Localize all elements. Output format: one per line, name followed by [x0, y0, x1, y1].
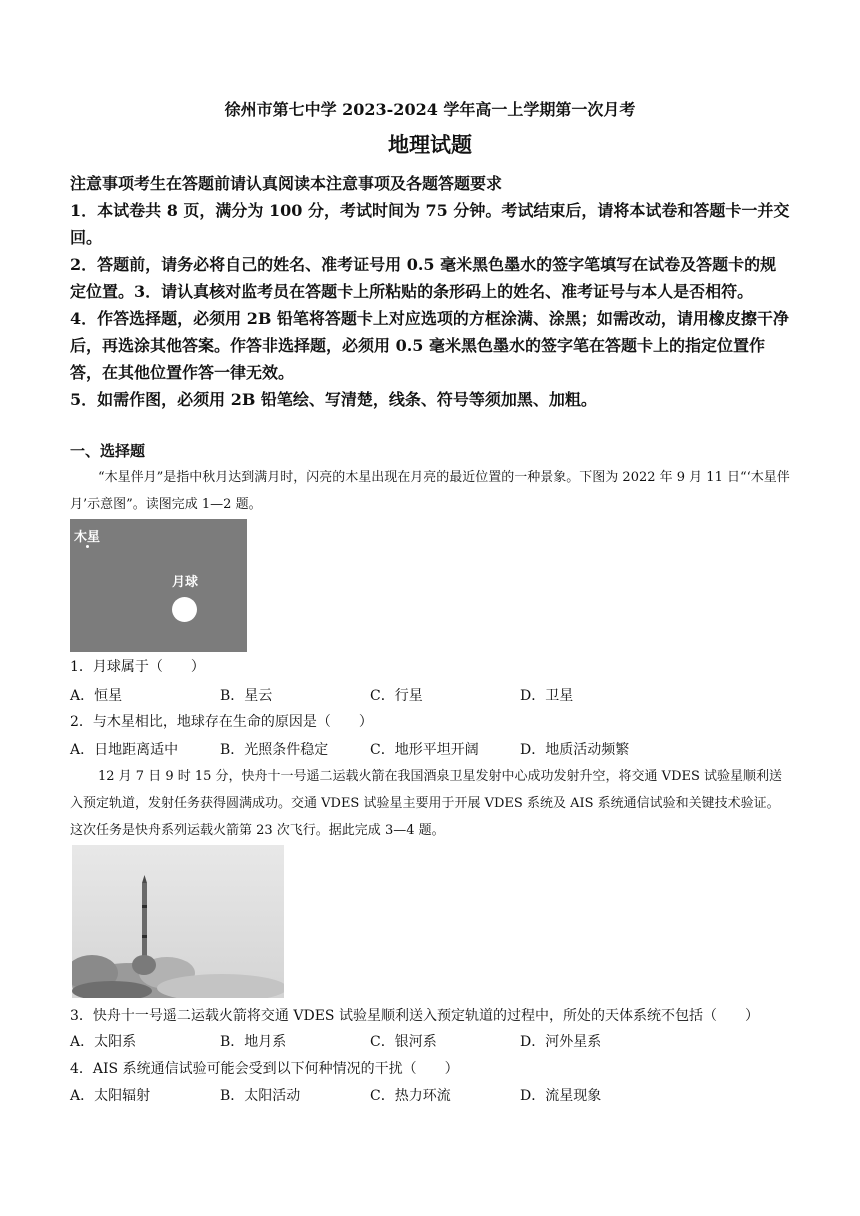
section-heading: 一、选择题	[70, 442, 146, 460]
question-2: 2．与木星相比，地球存在生命的原因是（ ）	[70, 714, 373, 730]
jupiter-dot	[86, 545, 89, 548]
notes-item: 1．本试卷共 8 页，满分为 100 分，考试时间为 75 分钟。考试结束后，请将本试卷和答题卡一并交回。	[70, 201, 790, 247]
option-a: A．日地距离适中	[70, 742, 179, 758]
question-1: 1．月球属于（ ）	[70, 659, 205, 675]
option-a: A．太阳辐射	[70, 1088, 151, 1104]
option-b: B．星云	[220, 688, 273, 704]
rocket-launch-photo	[72, 845, 284, 998]
notes-block	[70, 170, 792, 413]
option-c: C．地形平坦开阔	[370, 742, 479, 758]
passage-2-text: 12 月 7 日 9 时 15 分，快舟十一号遥二运载火箭在我国酒泉卫星发射中心成功发射升空，将交通 VDES 试验星顺利送入预定轨道，发射任务获得圆满成功。交通 VDES 试验星主要用于开展 VDES 系统及 AIS 系统通信试验和关键技术验证。这次任务是快舟系列运载火箭第 23 次飞行。据此完成 3—4 题。	[70, 769, 783, 838]
option-c: C．银河系	[370, 1034, 437, 1050]
question-2-options	[70, 739, 792, 759]
option-b: B．地月系	[220, 1034, 287, 1050]
notes-item: 5．如需作图，必须用 2B 铅笔绘、写清楚，线条、符号等须加黑、加粗。	[70, 390, 597, 409]
option-d: D．卫星	[520, 688, 574, 704]
passage-2	[70, 763, 792, 844]
option-b: B．太阳活动	[220, 1088, 301, 1104]
question-3: 3．快舟十一号遥二运载火箭将交通 VDES 试验星顺利送入预定轨道的过程中，所处的天体系统不包括（ ）	[70, 1008, 759, 1024]
rocket-icon	[142, 875, 147, 961]
jupiter-moon-figure	[70, 519, 247, 652]
option-d: D．流星现象	[520, 1088, 602, 1104]
question-4-options	[70, 1085, 792, 1105]
subject-title: 地理试题	[388, 132, 472, 157]
passage-1-text: “木星伴月”是指中秋月达到满月时，闪亮的木星出现在月亮的最近位置的一种景象。下图为 2022 年 9 月 11 日“‘木星伴月’示意图”。读图完成 1—2 题。	[70, 470, 790, 512]
notes-heading: 注意事项考生在答题前请认真阅读本注意事项及各题答题要求	[70, 174, 503, 193]
notes-item: 2．答题前，请务必将自己的姓名、准考证号用 0.5 毫米黑色墨水的签字笔填写在试卷及答题卡的规定位置。3．请认真核对监考员在答题卡上所粘贴的条形码上的姓名、准考证号与本人是否相符。	[70, 255, 777, 301]
question-4: 4．AIS 系统通信试验可能会受到以下何种情况的干扰（ ）	[70, 1061, 459, 1077]
passage-1	[70, 464, 792, 518]
question-1-options	[70, 685, 792, 705]
jupiter-label: 木星	[74, 530, 101, 545]
option-c: C．热力环流	[370, 1088, 451, 1104]
option-b: B．光照条件稳定	[220, 742, 329, 758]
question-3-options	[70, 1031, 792, 1051]
notes-item: 4．作答选择题，必须用 2B 铅笔将答题卡上对应选项的方框涂满、涂黑；如需改动，请用橡皮擦干净后，再选涂其他答案。作答非选择题，必须用 0.5 毫米黑色墨水的签字笔在答题卡上的指定位置作答，在其他位置作答一律无效。	[70, 309, 789, 382]
moon-label: 月球	[172, 575, 199, 590]
option-d: D．河外星系	[520, 1034, 602, 1050]
moon-disc	[172, 597, 197, 622]
option-a: A．太阳系	[70, 1034, 137, 1050]
option-d: D．地质活动频繁	[520, 742, 630, 758]
exam-title: 徐州市第七中学 2023-2024 学年高一上学期第一次月考	[224, 100, 636, 119]
option-c: C．行星	[370, 688, 423, 704]
option-a: A．恒星	[70, 688, 123, 704]
